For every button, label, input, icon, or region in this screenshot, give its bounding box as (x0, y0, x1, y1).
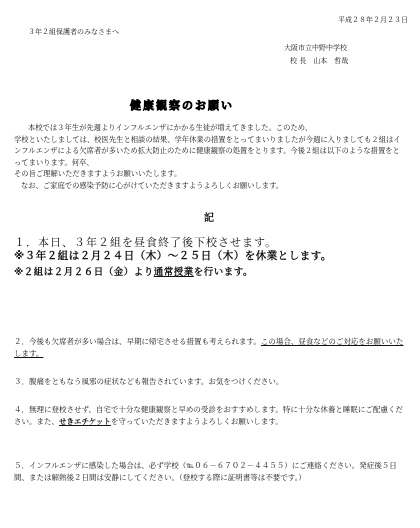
item4-main: ４．無理に登校させず、自宅で十分な健康観察と早めの受診をおすすめします。特に十分な休養と睡眠にご配慮ください。また、 (14, 405, 403, 426)
item2-text (14, 336, 410, 360)
item4-end: を守っていただきますようよろしくお願いします。 (110, 417, 283, 426)
principal-name: 校 長 山本 哲哉 (290, 57, 349, 65)
item4-text (14, 404, 410, 428)
school-name: 大阪市立中野中学校 (284, 44, 347, 52)
item1-line2: ※３年２組は２月２４日（木）～２５日（木）を休業とします。 (14, 250, 332, 262)
item1-line3 (14, 267, 410, 279)
list-item-2 (14, 336, 410, 360)
list-item-3 (14, 376, 410, 388)
item1-line3-suffix: を行います。 (193, 267, 254, 278)
item3-text: ３．腹痛をともなう風邪の症状なども報告されています。お気をつけください。 (14, 377, 284, 386)
item1-line1: １．本日、３年２組を昼食終了後下校させます。 (14, 236, 278, 249)
item2-underlined: この場合、昼食などのご対応をお願いいたします。 (14, 337, 404, 358)
item4-cough-etiquette: せきエチケット (59, 417, 111, 426)
list-item-1 (14, 237, 410, 279)
item1-normal-class: 通常授業 (153, 267, 194, 278)
body-paragraph (14, 122, 406, 192)
item5-text: ５．インフルエンザに感染した場合は、必ず学校（℡０６－６７０２－４４５５）にご連絡ください。発症後５日間、または解熱後２日間は安静にしてください。（登校する際に証明書等は不要です。） (14, 461, 397, 482)
addressee: ３年２組保護者のみなさまへ (28, 28, 119, 36)
document-title: 健康観察のお願い (130, 99, 234, 112)
item1-line3-prefix: ※２組は２月２６日（金）より (14, 267, 154, 278)
item2-main: ２．今後も欠席者が多い場合は、早期に帰宅させる措置も考えられます。 (14, 337, 261, 346)
body-line-1: 本校では３年生が先週よりインフルエンザにかかる生徒が増えてきました。このため、 (28, 123, 312, 132)
issue-date: 平成２８年２月２３日 (338, 16, 408, 24)
body-line-3: その旨ご理解いただきますようお願いいたします。 (14, 169, 182, 179)
list-item-4 (14, 404, 410, 428)
body-line-2: 学校といたしましては、校医先生と相談の結果、学年休業の措置をとってまいりましたが今週に入りましても２組はインフルエンザによる欠席者が多いため拡大防止のために健康観察の処置をとります。今後２組は以下のような措置をとってまいります。何卒、 (14, 134, 401, 167)
ki-heading: 記 (204, 213, 214, 224)
body-line-4: なお、ご家庭での感染予防に心がけていただきますようよろしくお願いします。 (21, 180, 284, 190)
list-item-5 (14, 460, 410, 484)
